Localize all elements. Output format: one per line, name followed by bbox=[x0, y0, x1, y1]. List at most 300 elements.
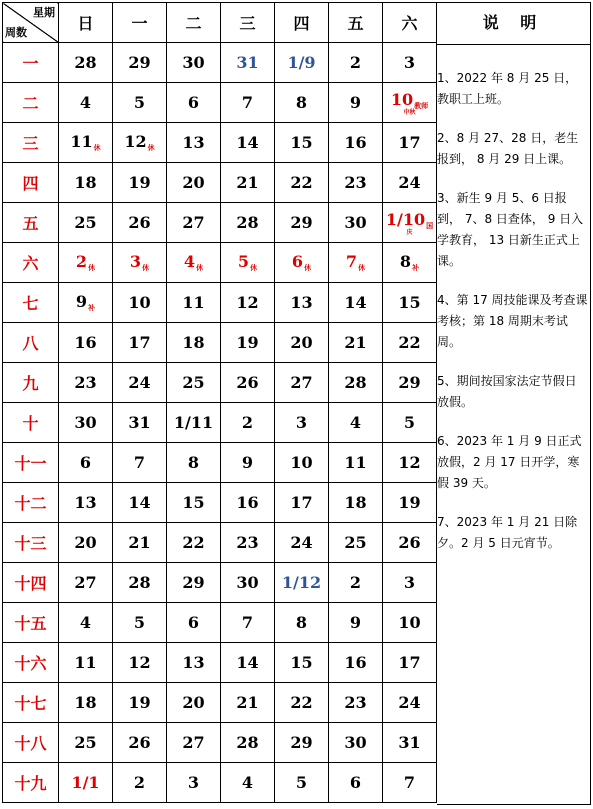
day-number: 13 bbox=[74, 493, 97, 512]
day-number: 29 bbox=[290, 733, 313, 752]
day-number: 1/12 bbox=[281, 573, 322, 592]
day-number: 18 bbox=[74, 173, 97, 192]
day-cell bbox=[113, 683, 167, 723]
note-item: 7、2023 年 1 月 21 日除夕。2 月 5 日元宵节。 bbox=[437, 515, 578, 550]
day-number: 11 bbox=[344, 453, 367, 472]
day-number: 31 bbox=[128, 413, 151, 432]
day-cell bbox=[275, 563, 329, 603]
day-cell bbox=[383, 323, 437, 363]
day-number: 11 bbox=[74, 653, 97, 672]
day-number: 9 bbox=[349, 613, 362, 632]
week-number: 五 bbox=[3, 203, 59, 243]
day-number: 18 bbox=[182, 333, 205, 352]
day-cell bbox=[59, 243, 113, 283]
week-number: 十九 bbox=[3, 763, 59, 803]
day-number: 25 bbox=[74, 213, 97, 232]
day-number: 19 bbox=[128, 173, 151, 192]
day-cell bbox=[113, 523, 167, 563]
day-number: 6 bbox=[79, 453, 92, 472]
day-number: 7 bbox=[133, 453, 146, 472]
day-annotation: 休 bbox=[88, 264, 96, 272]
day-header-sat: 六 bbox=[383, 3, 437, 43]
day-cell bbox=[221, 203, 275, 243]
day-cell bbox=[167, 283, 221, 323]
day-number: 30 bbox=[344, 213, 367, 232]
week-number: 十一 bbox=[3, 443, 59, 483]
day-number: 3 bbox=[187, 773, 200, 792]
day-cell bbox=[383, 283, 437, 323]
day-number: 8 bbox=[399, 252, 412, 271]
day-number: 9 bbox=[241, 453, 254, 472]
day-number: 1/11 bbox=[173, 413, 214, 432]
day-cell bbox=[383, 683, 437, 723]
week-number: 十八 bbox=[3, 723, 59, 763]
day-cell bbox=[59, 443, 113, 483]
day-cell bbox=[383, 163, 437, 203]
day-cell bbox=[383, 83, 437, 123]
day-number: 29 bbox=[290, 213, 313, 232]
day-cell bbox=[383, 403, 437, 443]
day-number: 24 bbox=[290, 533, 313, 552]
day-number: 2 bbox=[241, 413, 254, 432]
day-cell bbox=[59, 523, 113, 563]
day-cell bbox=[329, 43, 383, 83]
week-number: 四 bbox=[3, 163, 59, 203]
day-number: 28 bbox=[74, 53, 97, 72]
day-cell bbox=[167, 243, 221, 283]
day-cell bbox=[329, 443, 383, 483]
day-cell bbox=[383, 43, 437, 83]
day-number: 13 bbox=[182, 653, 205, 672]
day-number: 15 bbox=[398, 293, 421, 312]
day-cell bbox=[113, 363, 167, 403]
day-cell bbox=[59, 323, 113, 363]
day-cell bbox=[221, 483, 275, 523]
day-header-tue: 二 bbox=[167, 3, 221, 43]
day-number: 22 bbox=[398, 333, 421, 352]
day-number: 5 bbox=[133, 613, 146, 632]
day-number: 11 bbox=[70, 132, 93, 151]
day-number: 23 bbox=[236, 533, 259, 552]
day-number: 16 bbox=[344, 653, 367, 672]
day-cell bbox=[221, 683, 275, 723]
week-row bbox=[3, 683, 437, 723]
day-cell bbox=[275, 723, 329, 763]
day-cell bbox=[275, 363, 329, 403]
day-cell bbox=[221, 563, 275, 603]
day-annotation: 休 bbox=[358, 264, 366, 272]
day-number: 14 bbox=[344, 293, 367, 312]
day-number: 28 bbox=[344, 373, 367, 392]
day-cell bbox=[59, 763, 113, 803]
day-number: 31 bbox=[236, 53, 259, 72]
day-number: 6 bbox=[291, 252, 304, 271]
week-number: 八 bbox=[3, 323, 59, 363]
day-cell bbox=[329, 323, 383, 363]
day-cell bbox=[329, 363, 383, 403]
week-number: 一 bbox=[3, 43, 59, 83]
note-item: 5、期间按国家法定节假日放假。 bbox=[437, 374, 577, 409]
day-cell bbox=[275, 763, 329, 803]
day-cell bbox=[59, 83, 113, 123]
day-cell bbox=[329, 243, 383, 283]
corner-week-label: 周数 bbox=[5, 26, 27, 39]
day-number: 11 bbox=[182, 293, 205, 312]
note-item: 3、新生 9 月 5、6 日报到， 7、8 日查体， 9 日入学教育， 13 日新生正式上课。 bbox=[437, 191, 584, 268]
day-header-wed: 三 bbox=[221, 3, 275, 43]
week-number: 七 bbox=[3, 283, 59, 323]
day-number: 12 bbox=[236, 293, 259, 312]
week-row bbox=[3, 43, 437, 83]
day-number: 5 bbox=[295, 773, 308, 792]
week-number: 十二 bbox=[3, 483, 59, 523]
day-number: 26 bbox=[398, 533, 421, 552]
day-cell bbox=[275, 323, 329, 363]
day-cell bbox=[221, 43, 275, 83]
week-number: 十五 bbox=[3, 603, 59, 643]
day-cell bbox=[221, 603, 275, 643]
day-number: 28 bbox=[236, 213, 259, 232]
day-number: 10 bbox=[390, 89, 414, 109]
day-cell bbox=[275, 603, 329, 643]
week-row bbox=[3, 243, 437, 283]
day-header-thu: 四 bbox=[275, 3, 329, 43]
day-number: 26 bbox=[128, 213, 151, 232]
day-number: 21 bbox=[236, 693, 259, 712]
day-cell bbox=[113, 283, 167, 323]
day-cell bbox=[113, 403, 167, 443]
day-number: 14 bbox=[236, 133, 259, 152]
day-cell bbox=[221, 283, 275, 323]
day-number: 26 bbox=[128, 733, 151, 752]
notes-panel bbox=[437, 2, 591, 805]
day-header-sun: 日 bbox=[59, 3, 113, 43]
day-number: 6 bbox=[349, 773, 362, 792]
day-cell bbox=[167, 363, 221, 403]
day-number: 5 bbox=[403, 413, 416, 432]
day-number: 22 bbox=[182, 533, 205, 552]
day-number: 15 bbox=[290, 653, 313, 672]
day-cell bbox=[59, 483, 113, 523]
day-cell bbox=[221, 363, 275, 403]
day-number: 16 bbox=[74, 333, 97, 352]
day-cell bbox=[113, 203, 167, 243]
day-number: 28 bbox=[236, 733, 259, 752]
day-cell bbox=[329, 203, 383, 243]
week-number: 十 bbox=[3, 403, 59, 443]
day-cell bbox=[113, 603, 167, 643]
day-number: 24 bbox=[128, 373, 151, 392]
day-cell bbox=[329, 163, 383, 203]
day-number: 19 bbox=[398, 493, 421, 512]
day-cell bbox=[167, 43, 221, 83]
day-cell bbox=[167, 523, 221, 563]
day-cell bbox=[221, 723, 275, 763]
day-cell bbox=[167, 163, 221, 203]
day-cell bbox=[275, 403, 329, 443]
day-number: 4 bbox=[183, 252, 196, 271]
day-number: 30 bbox=[74, 413, 97, 432]
week-row bbox=[3, 643, 437, 683]
day-number: 2 bbox=[349, 573, 362, 592]
note-item: 1、2022 年 8 月 25 日，教职工上班。 bbox=[437, 71, 578, 106]
day-cell bbox=[113, 163, 167, 203]
day-annotation: 休 bbox=[147, 144, 155, 152]
day-number: 2 bbox=[133, 773, 146, 792]
day-header-mon: 一 bbox=[113, 3, 167, 43]
day-cell bbox=[167, 403, 221, 443]
day-cell bbox=[59, 563, 113, 603]
day-cell bbox=[59, 43, 113, 83]
day-number: 10 bbox=[290, 453, 313, 472]
day-number: 3 bbox=[403, 573, 416, 592]
week-number: 六 bbox=[3, 243, 59, 283]
day-number: 18 bbox=[344, 493, 367, 512]
day-number: 8 bbox=[295, 93, 308, 112]
day-number: 10 bbox=[398, 613, 421, 632]
day-cell bbox=[383, 523, 437, 563]
week-number: 二 bbox=[3, 83, 59, 123]
week-number: 十四 bbox=[3, 563, 59, 603]
day-cell bbox=[113, 763, 167, 803]
day-number: 15 bbox=[290, 133, 313, 152]
day-cell bbox=[221, 123, 275, 163]
day-cell bbox=[167, 563, 221, 603]
notes-list bbox=[437, 45, 590, 554]
day-number: 19 bbox=[128, 693, 151, 712]
day-cell bbox=[275, 443, 329, 483]
day-number: 18 bbox=[74, 693, 97, 712]
day-number: 12 bbox=[398, 453, 421, 472]
week-row bbox=[3, 723, 437, 763]
day-cell bbox=[329, 123, 383, 163]
day-cell bbox=[113, 83, 167, 123]
week-number: 九 bbox=[3, 363, 59, 403]
day-cell bbox=[113, 43, 167, 83]
day-number: 21 bbox=[344, 333, 367, 352]
school-calendar-table bbox=[2, 2, 437, 803]
day-number: 13 bbox=[290, 293, 313, 312]
day-number: 17 bbox=[398, 133, 421, 152]
day-annotation: 教师 bbox=[414, 101, 429, 110]
day-cell bbox=[275, 243, 329, 283]
day-cell bbox=[113, 243, 167, 283]
day-number: 12 bbox=[128, 653, 151, 672]
day-annotation-secondary: 中秋 bbox=[403, 108, 416, 116]
day-number: 21 bbox=[128, 533, 151, 552]
day-cell bbox=[59, 283, 113, 323]
day-number: 4 bbox=[241, 773, 254, 792]
day-number: 3 bbox=[403, 53, 416, 72]
day-cell bbox=[383, 643, 437, 683]
day-number: 10 bbox=[128, 293, 151, 312]
day-number: 14 bbox=[236, 653, 259, 672]
day-number: 6 bbox=[187, 93, 200, 112]
day-number: 22 bbox=[290, 173, 313, 192]
week-row bbox=[3, 323, 437, 363]
day-number: 24 bbox=[398, 173, 421, 192]
day-cell bbox=[221, 163, 275, 203]
day-cell bbox=[59, 363, 113, 403]
day-number: 28 bbox=[128, 573, 151, 592]
day-cell bbox=[329, 763, 383, 803]
week-number: 十六 bbox=[3, 643, 59, 683]
day-cell bbox=[275, 643, 329, 683]
day-number: 27 bbox=[182, 213, 205, 232]
day-number: 16 bbox=[344, 133, 367, 152]
week-row bbox=[3, 123, 437, 163]
day-cell bbox=[59, 163, 113, 203]
day-cell bbox=[329, 523, 383, 563]
day-cell bbox=[167, 683, 221, 723]
day-number: 30 bbox=[344, 733, 367, 752]
week-row bbox=[3, 163, 437, 203]
day-number: 25 bbox=[344, 533, 367, 552]
day-annotation: 休 bbox=[250, 264, 258, 272]
day-annotation: 国 bbox=[426, 221, 434, 230]
day-number: 17 bbox=[290, 493, 313, 512]
day-cell bbox=[383, 443, 437, 483]
note-item: 2、8 月 27、28 日，老生报到， 8 月 29 日上课。 bbox=[437, 131, 579, 166]
day-cell bbox=[167, 83, 221, 123]
day-number: 4 bbox=[349, 413, 362, 432]
day-annotation: 补 bbox=[412, 264, 420, 272]
header-row bbox=[3, 3, 437, 43]
note-item: 6、2023 年 1 月 9 日正式放假，2 月 17 日开学，寒假 39 天。 bbox=[437, 434, 582, 490]
day-annotation: 补 bbox=[88, 304, 96, 312]
day-cell bbox=[275, 83, 329, 123]
day-cell bbox=[167, 763, 221, 803]
day-cell bbox=[167, 643, 221, 683]
day-cell bbox=[59, 603, 113, 643]
day-cell bbox=[221, 523, 275, 563]
day-number: 22 bbox=[290, 693, 313, 712]
day-number: 16 bbox=[236, 493, 259, 512]
day-cell bbox=[383, 763, 437, 803]
day-number: 4 bbox=[79, 613, 92, 632]
day-annotation: 休 bbox=[142, 264, 150, 272]
day-cell bbox=[329, 723, 383, 763]
day-number: 17 bbox=[398, 653, 421, 672]
week-row bbox=[3, 523, 437, 563]
day-number: 29 bbox=[182, 573, 205, 592]
day-cell bbox=[329, 563, 383, 603]
day-number: 26 bbox=[236, 373, 259, 392]
day-cell bbox=[113, 563, 167, 603]
day-cell bbox=[167, 123, 221, 163]
notes-title: 说 明 bbox=[437, 3, 590, 45]
day-number: 3 bbox=[129, 252, 142, 271]
day-cell bbox=[275, 43, 329, 83]
note-item: 4、第 17 周技能课及考查课考核；第 18 周期末考试周。 bbox=[437, 293, 588, 349]
week-row bbox=[3, 763, 437, 803]
day-cell bbox=[221, 443, 275, 483]
day-number: 8 bbox=[295, 613, 308, 632]
day-number: 24 bbox=[398, 693, 421, 712]
day-cell bbox=[383, 123, 437, 163]
day-cell bbox=[167, 723, 221, 763]
day-cell bbox=[59, 203, 113, 243]
day-number: 5 bbox=[237, 252, 250, 271]
day-cell bbox=[167, 483, 221, 523]
day-cell bbox=[275, 523, 329, 563]
day-number: 25 bbox=[74, 733, 97, 752]
day-number: 6 bbox=[187, 613, 200, 632]
day-cell bbox=[167, 203, 221, 243]
day-cell bbox=[59, 123, 113, 163]
day-cell bbox=[275, 483, 329, 523]
day-cell bbox=[275, 123, 329, 163]
day-cell bbox=[113, 443, 167, 483]
day-number: 23 bbox=[344, 173, 367, 192]
day-number: 8 bbox=[187, 453, 200, 472]
week-row bbox=[3, 483, 437, 523]
calendar-body bbox=[3, 43, 437, 803]
week-row bbox=[3, 563, 437, 603]
day-cell bbox=[329, 643, 383, 683]
day-number: 1/9 bbox=[287, 53, 316, 72]
day-number: 12 bbox=[124, 132, 147, 151]
day-number: 20 bbox=[182, 693, 205, 712]
day-annotation: 休 bbox=[196, 264, 204, 272]
day-cell bbox=[59, 643, 113, 683]
day-number: 30 bbox=[182, 53, 205, 72]
day-cell bbox=[59, 683, 113, 723]
day-number: 1/1 bbox=[71, 773, 100, 792]
week-row bbox=[3, 283, 437, 323]
week-row bbox=[3, 603, 437, 643]
day-cell bbox=[329, 603, 383, 643]
day-number: 29 bbox=[398, 373, 421, 392]
day-number: 23 bbox=[74, 373, 97, 392]
day-cell bbox=[167, 603, 221, 643]
week-row bbox=[3, 203, 437, 243]
day-cell bbox=[275, 203, 329, 243]
day-header-fri: 五 bbox=[329, 3, 383, 43]
day-cell bbox=[167, 443, 221, 483]
day-number: 7 bbox=[241, 93, 254, 112]
day-number: 27 bbox=[74, 573, 97, 592]
day-cell bbox=[383, 363, 437, 403]
day-number: 14 bbox=[128, 493, 151, 512]
day-number: 7 bbox=[403, 773, 416, 792]
day-cell bbox=[113, 483, 167, 523]
day-number: 27 bbox=[182, 733, 205, 752]
day-number: 20 bbox=[290, 333, 313, 352]
day-cell bbox=[383, 483, 437, 523]
day-cell bbox=[59, 723, 113, 763]
day-cell bbox=[221, 763, 275, 803]
week-row bbox=[3, 443, 437, 483]
day-cell bbox=[221, 643, 275, 683]
day-cell bbox=[221, 403, 275, 443]
day-annotation: 休 bbox=[304, 264, 312, 272]
day-annotation-secondary: 庆 bbox=[406, 228, 413, 236]
day-number: 7 bbox=[345, 252, 358, 271]
day-number: 4 bbox=[79, 93, 92, 112]
day-number: 23 bbox=[344, 693, 367, 712]
day-cell bbox=[167, 323, 221, 363]
day-number: 19 bbox=[236, 333, 259, 352]
day-number: 30 bbox=[236, 573, 259, 592]
day-cell bbox=[113, 723, 167, 763]
day-cell bbox=[275, 163, 329, 203]
day-cell bbox=[221, 323, 275, 363]
day-cell bbox=[383, 243, 437, 283]
corner-header bbox=[3, 3, 59, 43]
day-number: 20 bbox=[74, 533, 97, 552]
day-number: 15 bbox=[182, 493, 205, 512]
